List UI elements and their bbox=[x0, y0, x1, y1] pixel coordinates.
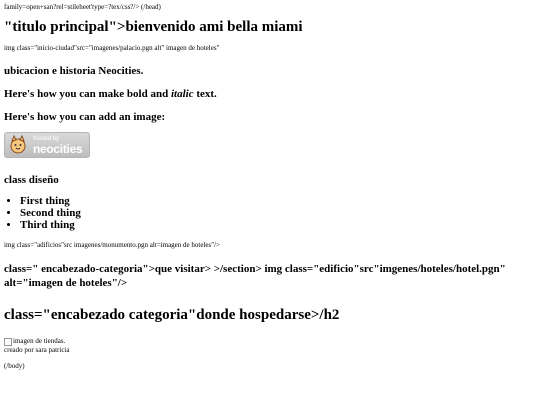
heading-bold-italic bbox=[4, 87, 536, 101]
heading-bold-prefix: Here's how you can make bold and bbox=[4, 88, 171, 100]
broken-image-tiendas bbox=[4, 337, 536, 346]
heading-bold-suffix: text. bbox=[193, 88, 217, 100]
heading-hospedarse: class="encabezado categoria"donde hospedarse>/h2 bbox=[4, 307, 340, 323]
heading-encabezado: class=" encabezado-categoria">que visitar> >/section> img class="edificio"src"imgenes/hoteles/hotel.pgn" alt="imagen de hoteles"/> bbox=[4, 263, 506, 289]
list-item: • Third thing bbox=[20, 219, 536, 231]
heading-add-image: Here's how you can add an image: bbox=[4, 111, 166, 123]
badge-big-text: neocities bbox=[33, 142, 83, 156]
page-title: "titulo principal">bienvenido ami bella miami bbox=[4, 19, 303, 35]
bullet-list bbox=[4, 195, 536, 231]
list-item: • Second thing bbox=[20, 207, 536, 219]
list-item: • First thing bbox=[20, 195, 536, 207]
neocities-badge[interactable] bbox=[4, 132, 90, 158]
img-tag-text-2: img class="adificios"src imagenes/monumento.pgn alt=imagen de hoteles"/> bbox=[4, 241, 220, 249]
heading-class-diseno: class diseño bbox=[4, 174, 59, 186]
broken-image-icon bbox=[4, 338, 12, 346]
credit-text: creado por sara patricia bbox=[4, 346, 70, 354]
heading-italic-word: italic bbox=[170, 88, 194, 100]
img-tag-text-1: img class="inicio-ciudad"src="imagenes/palacio.pgn alt" imagen de hoteles" bbox=[4, 44, 220, 52]
badge-small-text: hosted by bbox=[33, 136, 60, 142]
heading-ubicacion: ubicacion e historia Neocities. bbox=[4, 65, 144, 77]
neocities-cat-icon bbox=[8, 135, 28, 155]
raw-head-text: family=open+san?rel=stileheet'type=?tex/css?/> (/head) bbox=[4, 3, 161, 11]
body-close-text: (/body) bbox=[4, 362, 25, 370]
image-alt-text: imagen de tiendas. bbox=[13, 337, 66, 345]
